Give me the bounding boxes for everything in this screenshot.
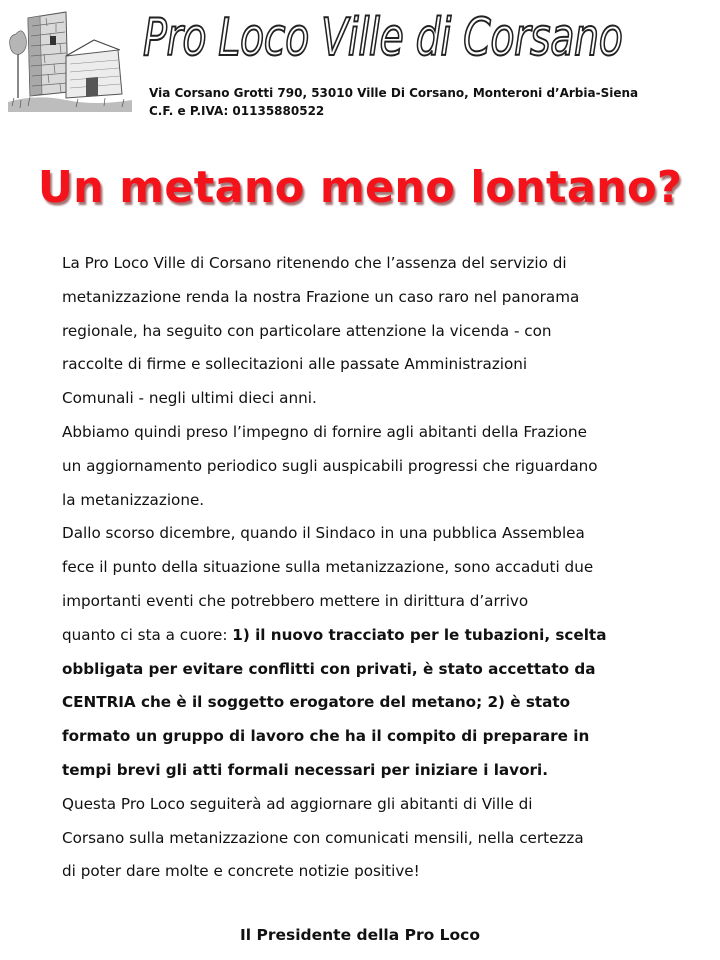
stone-tower-sketch-icon <box>6 6 134 114</box>
body-line-bold: formato un gruppo di lavoro che ha il compito di preparare in <box>62 727 590 746</box>
body-line: di poter dare molte e concrete notizie positive! <box>62 862 420 881</box>
body-line: regionale, ha seguito con particolare attenzione la vicenda - con <box>62 321 552 340</box>
page-headline: Un metano meno lontano? <box>37 162 683 213</box>
signature-line: Il Presidente della Pro Loco <box>240 926 480 944</box>
announcement-body <box>62 247 682 889</box>
address-line: Via Corsano Grotti 790, 53010 Ville Di Corsano, Monteroni d’Arbia-Siena <box>149 86 639 100</box>
body-line: fece il punto della situazione sulla metanizzazione, sono accaduti due <box>62 558 594 577</box>
body-line: Corsano sulla metanizzazione con comunicati mensili, nella certezza <box>62 828 584 847</box>
body-line: raccolte di firme e sollecitazioni alle passate Amministrazioni <box>62 355 528 374</box>
body-line: importanti eventi che potrebbero mettere in dirittura d’arrivo <box>62 591 529 610</box>
letterhead <box>0 0 720 125</box>
body-line: la metanizzazione. <box>62 490 205 509</box>
body-line-bold: tempi brevi gli atti formali necessari per iniziare i lavori. <box>62 760 548 779</box>
body-line: Questa Pro Loco seguiterà ad aggiornare gli abitanti di Ville di <box>62 794 533 813</box>
body-line: Dallo scorso dicembre, quando il Sindaco in una pubblica Assemblea <box>62 524 585 543</box>
body-line-bold: CENTRIA che è il soggetto erogatore del metano; 2) è stato <box>62 693 571 712</box>
body-line: La Pro Loco Ville di Corsano ritenendo che l’assenza del servizio di <box>62 254 567 272</box>
body-line-bold-part: 1) il nuovo tracciato per le tubazioni, scelta <box>232 625 607 644</box>
body-line: metanizzazione renda la nostra Frazione un caso raro nel panorama <box>62 287 580 306</box>
body-line: Abbiamo quindi preso l’impegno di fornire agli abitanti della Frazione <box>62 422 587 441</box>
body-line: un aggiornamento periodico sugli auspicabili progressi che riguardano <box>62 456 598 475</box>
body-line-plain-part: quanto ci sta a cuore: <box>62 625 233 644</box>
tax-id-line: C.F. e P.IVA: 01135880522 <box>149 104 325 118</box>
body-line-mixed <box>62 619 682 653</box>
body-line: Comunali - negli ultimi dieci anni. <box>62 389 317 408</box>
organization-title: Pro Loco Ville di Corsano <box>143 8 623 68</box>
body-line-bold: obbligata per evitare conflitti con privati, è stato accettato da <box>62 659 596 678</box>
